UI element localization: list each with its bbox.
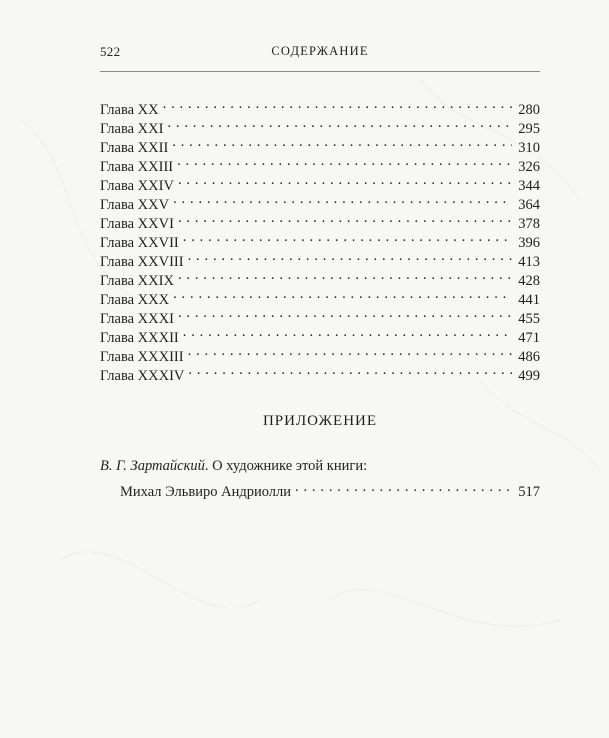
toc-entry-page: 471 — [518, 330, 540, 346]
toc-entry-page: 378 — [518, 216, 540, 232]
page-header — [100, 44, 540, 64]
toc-entry-page: 428 — [518, 273, 540, 289]
leader-dots — [178, 171, 512, 190]
toc-entry-label: Глава XXIX — [100, 273, 174, 289]
toc-entry-label: Глава XXX — [100, 292, 170, 308]
leader-dots — [188, 247, 512, 266]
toc-entry-label: Глава XXVII — [100, 235, 179, 251]
leader-dots — [173, 190, 512, 209]
toc-entry-label: Глава XXIII — [100, 159, 174, 175]
toc-entry-page: 486 — [518, 349, 540, 365]
toc-list — [100, 95, 540, 384]
toc-entry-label: Глава XXVI — [100, 216, 174, 232]
page-number: 522 — [100, 44, 121, 59]
toc-entry-label: Глава XXIV — [100, 178, 174, 194]
toc-entry-label: Глава XXXII — [100, 330, 179, 346]
appendix-entry-line1 — [100, 456, 540, 477]
toc-entry-page: 280 — [518, 102, 540, 118]
leader-dots — [178, 266, 512, 285]
toc-entry-label: Глава XXV — [100, 197, 170, 213]
toc-entry-label: Глава XXI — [100, 121, 164, 137]
appendix-page: 517 — [518, 484, 540, 500]
toc-entry-page: 413 — [518, 254, 540, 270]
toc-entry-page: 295 — [518, 121, 540, 137]
toc-entry-label: Глава XXXI — [100, 311, 174, 327]
appendix-title-line1: . О художнике этой книги: — [204, 458, 368, 474]
leader-dots — [177, 152, 512, 171]
toc-entry-label: Глава XXXIV — [100, 368, 185, 384]
toc-entry-page: 364 — [518, 197, 540, 213]
toc-entry-label: Глава XXVIII — [100, 254, 184, 270]
leader-dots — [178, 304, 512, 323]
header-rule — [100, 71, 540, 72]
leader-dots — [167, 114, 512, 133]
appendix-entry — [100, 456, 540, 498]
leader-dots — [172, 133, 512, 152]
toc-entry-page: 344 — [518, 178, 540, 194]
toc-entry-page: 396 — [518, 235, 540, 251]
toc-entry-label: Глава XXXIII — [100, 349, 184, 365]
leader-dots — [163, 95, 512, 114]
toc-entry-page: 326 — [518, 159, 540, 175]
leader-dots — [183, 228, 512, 247]
toc-entry-label: Глава XX — [100, 102, 159, 118]
appendix-title-line2: Михал Эльвиро Андриолли — [120, 484, 292, 500]
running-title: СОДЕРЖАНИЕ — [271, 44, 369, 58]
toc-entry-page: 499 — [518, 368, 540, 384]
leader-dots — [295, 477, 512, 496]
toc-entry-label: Глава XXII — [100, 140, 169, 156]
appendix-heading: ПРИЛОЖЕНИЕ — [262, 413, 378, 429]
toc-entry — [100, 95, 540, 118]
toc-entry-page: 310 — [518, 140, 540, 156]
leader-dots — [178, 209, 512, 228]
appendix-entry-line2 — [100, 477, 540, 498]
leader-dots — [183, 323, 512, 342]
leader-dots — [188, 361, 512, 380]
toc-entry-page: 441 — [518, 292, 540, 308]
appendix-author: В. Г. Зартайский — [100, 458, 205, 474]
toc-entry — [100, 114, 540, 137]
leader-dots — [173, 285, 512, 304]
leader-dots — [188, 342, 512, 361]
toc-entry-page: 455 — [518, 311, 540, 327]
